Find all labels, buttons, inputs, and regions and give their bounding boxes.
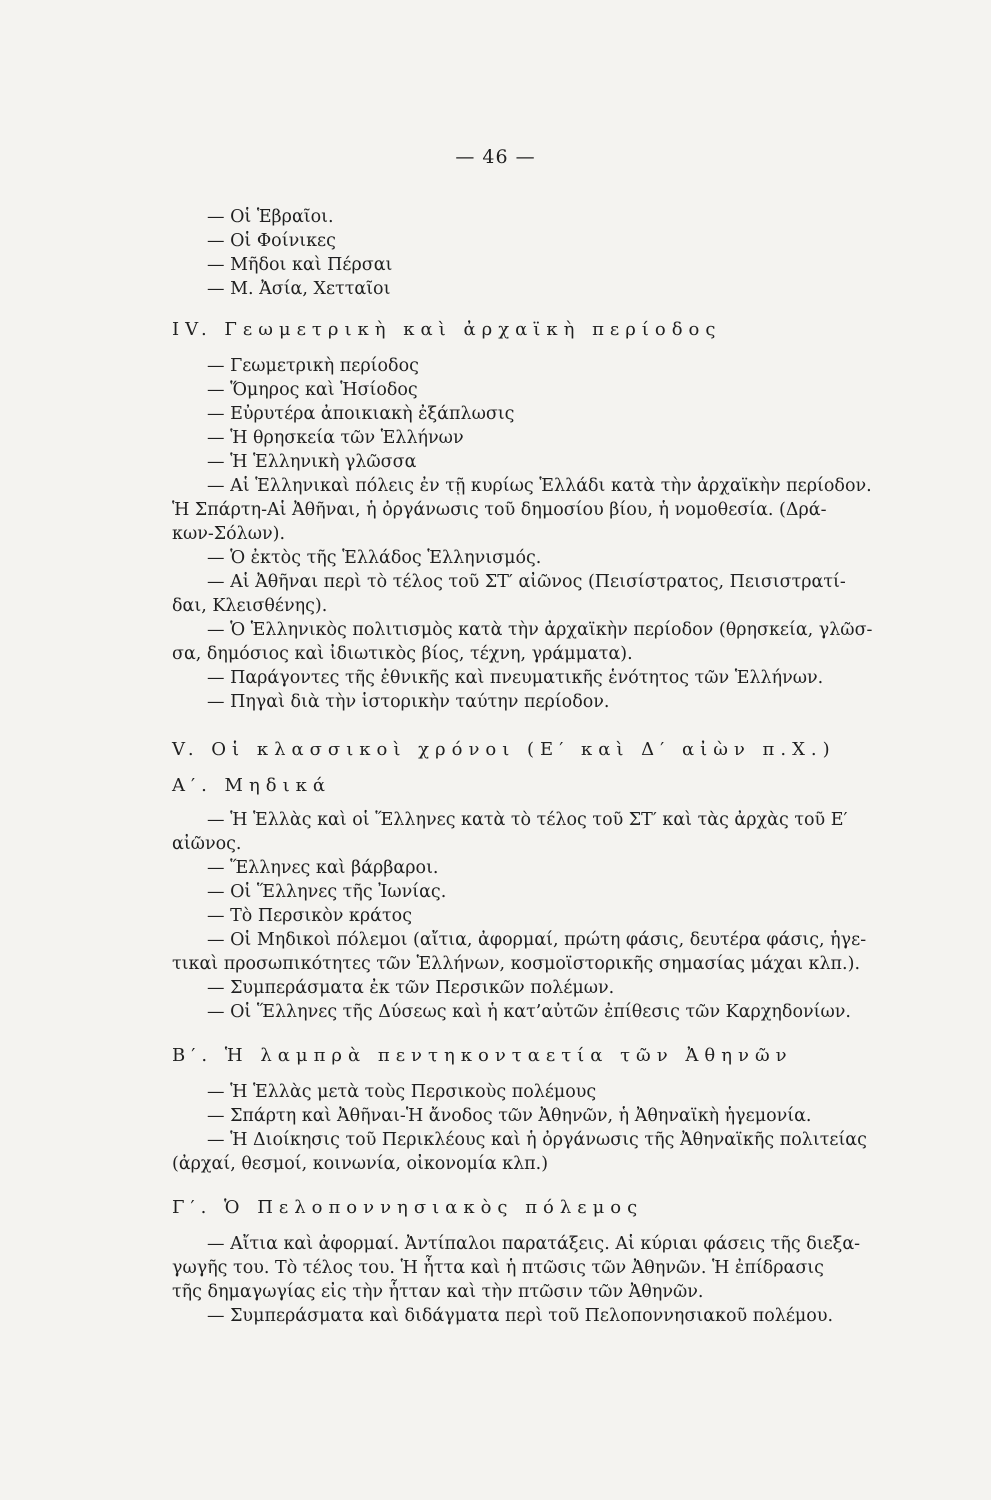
subsection-heading: Α′. Μηδικά <box>172 775 332 796</box>
text-line: Ἡ Σπάρτη-Αἱ Ἀθῆναι, ἡ ὀργάνωσις τοῦ δημοσίου βίου, ἡ νομοθεσία. (Δρά- <box>172 500 827 520</box>
text-line: — Ἡ Ἑλληνικὴ γλῶσσα <box>207 452 417 472</box>
text-line: (ἀρχαί, θεσμοί, κοινωνία, οἰκονομία κλπ.) <box>172 1154 549 1174</box>
text-line: — Παράγοντες τῆς ἐθνικῆς καὶ πνευματικῆς ἑνότητος τῶν Ἑλλήνων. <box>207 668 824 688</box>
text-line: — Μῆδοι καὶ Πέρσαι <box>207 255 393 275</box>
text-line: — Ἡ Ἑλλὰς μετὰ τοὺς Περσικοὺς πολέμους <box>207 1082 597 1102</box>
text-line: — Οἱ Φοίνικες <box>207 231 336 251</box>
text-line: — Αἱ Ἀθῆναι περὶ τὸ τέλος τοῦ ΣΤ′ αἰῶνος (Πεισίστρατος, Πεισιστρατί- <box>207 572 846 592</box>
text-line: — Ὁ Ἑλληνικὸς πολιτισμὸς κατὰ τὴν ἀρχαϊκὴν περίοδον (θρησκεία, γλῶσ- <box>207 620 873 640</box>
text-line: δαι, Κλεισθένης). <box>172 596 328 616</box>
text-line: — Ἕλληνες καὶ βάρβαροι. <box>207 858 439 878</box>
text-line: — Συμπεράσματα ἐκ τῶν Περσικῶν πολέμων. <box>207 978 615 998</box>
text-line: — Ὁ ἐκτὸς τῆς Ἑλλάδος Ἑλληνισμός. <box>207 548 542 568</box>
text-line: τικαὶ προσωπικότητες τῶν Ἑλλήνων, κοσμοϊστορικῆς σημασίας μάχαι κλπ.). <box>172 954 861 974</box>
page-number: — 46 — <box>455 146 536 168</box>
text-line: τῆς δημαγωγίας εἰς τὴν ἧτταν καὶ τὴν πτῶσιν τῶν Ἀθηνῶν. <box>172 1282 704 1302</box>
text-line: — Ἡ Διοίκησις τοῦ Περικλέους καὶ ἡ ὀργάνωσις τῆς Ἀθηναϊκῆς πολιτείας <box>207 1130 867 1150</box>
subsection-heading: Γ′. Ὁ Πελοποννησιακὸς πόλεμος <box>172 1197 644 1218</box>
section-heading: IV. Γεωμετρικὴ καὶ ἀρχαϊκὴ περίοδος <box>172 319 722 340</box>
text-line: αἰῶνος. <box>172 834 242 854</box>
text-line: — Ὅμηρος καὶ Ἡσίοδος <box>207 380 418 400</box>
text-line: — Οἱ Μηδικοὶ πόλεμοι (αἴτια, ἀφορμαί, πρώτη φάσις, δευτέρα φάσις, ἡγε- <box>207 930 867 950</box>
text-line: — Πηγαὶ διὰ τὴν ἱστορικὴν ταύτην περίοδον. <box>207 692 610 712</box>
text-line: — Αἱ Ἑλληνικαὶ πόλεις ἐν τῇ κυρίως Ἑλλάδι κατὰ τὴν ἀρχαϊκὴν περίοδον. <box>207 476 872 496</box>
text-line: — Τὸ Περσικὸν κράτος <box>207 906 412 926</box>
text-line: κων-Σόλων). <box>172 524 286 544</box>
text-line: — Συμπεράσματα καὶ διδάγματα περὶ τοῦ Πελοποννησιακοῦ πολέμου. <box>207 1306 834 1326</box>
text-line: — Οἱ Ἕλληνες τῆς Ἰωνίας. <box>207 882 447 902</box>
text-line: — Οἱ Ἑβραῖοι. <box>207 207 334 227</box>
text-line: — Εὐρυτέρα ἀποικιακὴ ἐξάπλωσις <box>207 404 515 424</box>
text-line: — Γεωμετρικὴ περίοδος <box>207 356 419 376</box>
text-line: — Ἡ θρησκεία τῶν Ἑλλήνων <box>207 428 464 448</box>
text-line: — Αἴτια καὶ ἀφορμαί. Ἀντίπαλοι παρατάξεις. Αἱ κύριαι φάσεις τῆς διεξα- <box>207 1234 861 1254</box>
text-line: σα, δημόσιος καὶ ἰδιωτικὸς βίος, τέχνη, γράμματα). <box>172 644 633 664</box>
text-line: — Σπάρτη καὶ Ἀθῆναι-Ἡ ἄνοδος τῶν Ἀθηνῶν, ἡ Ἀθηναϊκὴ ἡγεμονία. <box>207 1106 812 1126</box>
text-line: — Οἱ Ἕλληνες τῆς Δύσεως καὶ ἡ κατ’αὐτῶν ἐπίθεσις τῶν Καρχηδονίων. <box>207 1002 851 1022</box>
text-line: — Ἡ Ἑλλὰς καὶ οἱ Ἕλληνες κατὰ τὸ τέλος τοῦ ΣΤ′ καὶ τὰς ἀρχὰς τοῦ Ε′ <box>207 810 848 830</box>
text-line: — Μ. Ἀσία, Χετταῖοι <box>207 279 391 299</box>
section-heading: V. Οἱ κλασσικοὶ χρόνοι (Ε′ καὶ Δ′ αἰὼν π.Χ.) <box>172 739 836 760</box>
text-line: γωγῆς του. Τὸ τέλος του. Ἡ ἧττα καὶ ἡ πτῶσις τῶν Ἀθηνῶν. Ἡ ἐπίδρασις <box>172 1258 824 1278</box>
subsection-heading: Β′. Ἡ λαμπρὰ πεντηκονταετία τῶν Ἀθηνῶν <box>172 1045 793 1066</box>
